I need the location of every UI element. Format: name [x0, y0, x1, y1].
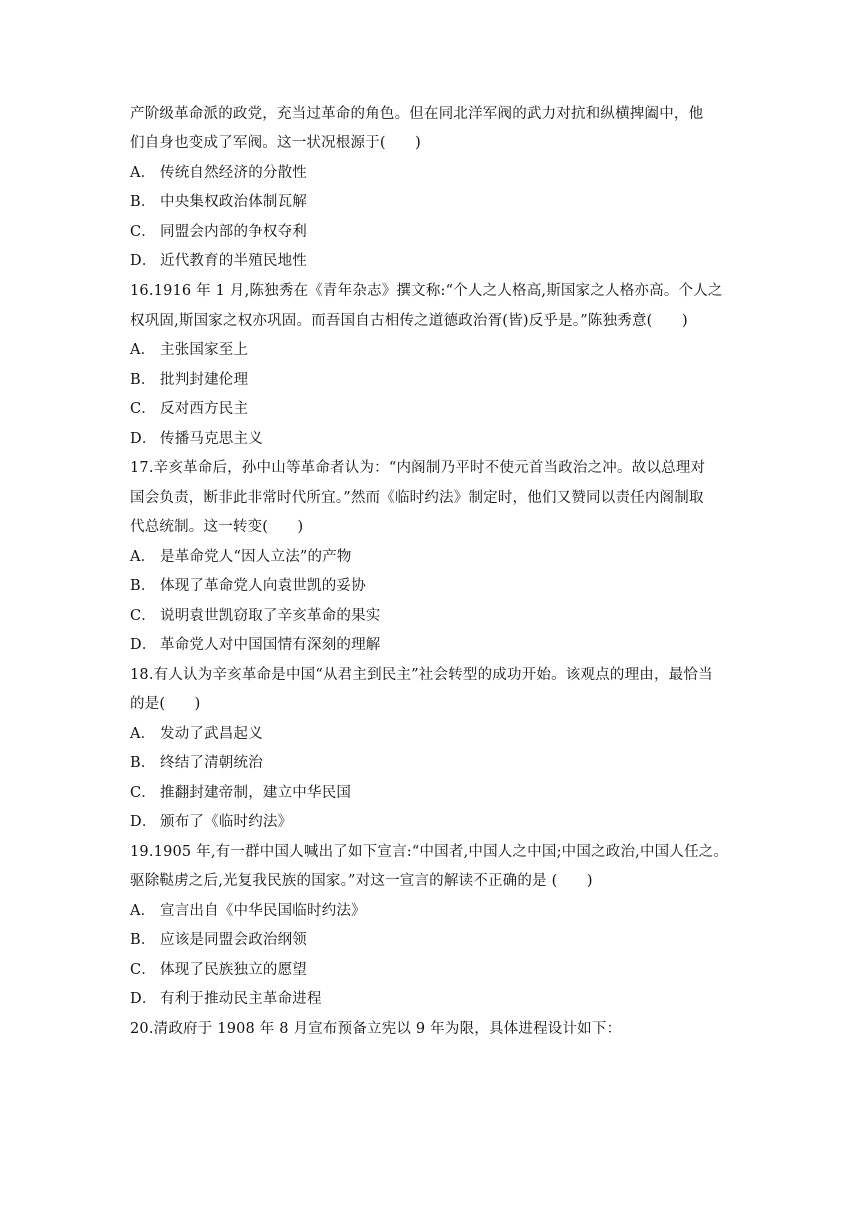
- q18-option-d: [130, 812, 730, 832]
- option-text: 传播马克思主义: [160, 431, 263, 447]
- option-text: 是革命党人“因人立法”的产物: [160, 549, 352, 565]
- option-text: 宣言出自《中华民国临时约法》: [160, 903, 366, 919]
- q16-option-a: [130, 340, 730, 360]
- q15-stem-line-1: 产阶级革命派的政党，充当过革命的角色。但在同北洋军阀的武力对抗和纵横捭阖中，他: [130, 106, 704, 122]
- option-letter: D．: [130, 253, 157, 269]
- option-text: 有利于推动民主革命进程: [160, 991, 322, 1007]
- option-text: 反对西方民主: [160, 401, 249, 417]
- q15-option-c: [130, 222, 730, 242]
- option-text: 主张国家至上: [160, 342, 249, 358]
- option-letter: D．: [130, 991, 157, 1007]
- q19-option-a: [130, 901, 730, 921]
- q17-stem-line-1: 17.辛亥革命后，孙中山等革命者认为：“内阁制乃平时不使元首当政治之冲。故以总理对: [130, 460, 706, 476]
- option-text: 发动了武昌起义: [160, 726, 263, 742]
- option-text: 批判封建伦理: [160, 372, 249, 388]
- option-text: 传统自然经济的分散性: [160, 165, 307, 181]
- q15-stem-line-2: 们自身也变成了军阀。这一状况根源于( ): [130, 135, 422, 151]
- q19-option-c: [130, 960, 730, 980]
- q16-stem-line-1: 16.1916 年 1 月,陈独秀在《青年杂志》撰文称:“个人之人格高,斯国家之人格亦高。个人之: [130, 283, 723, 299]
- q17-option-a: [130, 547, 730, 567]
- q16-option-b: [130, 370, 730, 390]
- q15-option-a: [130, 163, 730, 183]
- q19-stem-line-2: 驱除鞑虏之后,光复我民族的国家。”对这一宣言的解读不正确的是 ( ): [130, 873, 593, 889]
- q17-stem-line-2: 国会负责，断非此非常时代所宜。”然而《临时约法》制定时，他们又赞同以责任内阁制取: [130, 490, 704, 506]
- option-text: 体现了革命党人向袁世凯的妥协: [160, 578, 366, 594]
- option-text: 同盟会内部的争权夺利: [160, 224, 307, 240]
- q19-option-b: [130, 930, 730, 950]
- option-letter: C．: [130, 401, 156, 417]
- q16-stem-line-2: 权巩固,斯国家之权亦巩固。而吾国自古相传之道德政治胥(皆)反乎是。”陈独秀意( ): [130, 313, 688, 329]
- q18-stem-line-1: 18.有人认为辛亥革命是中国“从君主到民主”社会转型的成功开始。该观点的理由，最恰当: [130, 667, 713, 683]
- q17-option-d: [130, 635, 730, 655]
- option-letter: D．: [130, 431, 157, 447]
- q17-stem-line-3: 代总统制。这一转变( ): [130, 519, 304, 535]
- option-letter: C．: [130, 224, 156, 240]
- option-letter: B．: [130, 372, 156, 388]
- q16-option-c: [130, 399, 730, 419]
- option-letter: A．: [130, 342, 156, 358]
- option-text: 近代教育的半殖民地性: [160, 253, 307, 269]
- option-letter: C．: [130, 608, 156, 624]
- q18-option-a: [130, 724, 730, 744]
- option-text: 终结了清朝统治: [160, 755, 263, 771]
- option-letter: B．: [130, 578, 156, 594]
- option-text: 中央集权政治体制瓦解: [160, 194, 307, 210]
- q15-option-b: [130, 192, 730, 212]
- option-text: 体现了民族独立的愿望: [160, 962, 307, 978]
- option-letter: C．: [130, 785, 156, 801]
- option-letter: B．: [130, 755, 156, 771]
- option-letter: B．: [130, 194, 156, 210]
- option-letter: A．: [130, 165, 156, 181]
- q18-option-b: [130, 753, 730, 773]
- q19-stem-line-1: 19.1905 年,有一群中国人喊出了如下宣言:“中国者,中国人之中国;中国之政治,中国人任之。: [130, 844, 729, 860]
- q16-option-d: [130, 429, 730, 449]
- option-letter: D．: [130, 814, 157, 830]
- q17-option-c: [130, 606, 730, 626]
- option-text: 革命党人对中国国情有深刻的理解: [160, 637, 381, 653]
- option-text: 应该是同盟会政治纲领: [160, 932, 307, 948]
- option-letter: C．: [130, 962, 156, 978]
- option-letter: B．: [130, 932, 156, 948]
- q18-stem-line-2: 的是( ): [130, 696, 201, 712]
- q18-option-c: [130, 783, 730, 803]
- option-text: 说明袁世凯窃取了辛亥革命的果实: [160, 608, 381, 624]
- q20-stem-line-1: 20.清政府于 1908 年 8 月宣布预备立宪以 9 年为限，具体进程设计如下：: [130, 1021, 622, 1037]
- option-letter: D．: [130, 637, 157, 653]
- option-letter: A．: [130, 549, 156, 565]
- q15-option-d: [130, 251, 730, 271]
- option-text: 颁布了《临时约法》: [160, 814, 293, 830]
- q19-option-d: [130, 989, 730, 1009]
- option-text: 推翻封建帝制，建立中华民国: [160, 785, 352, 801]
- option-letter: A．: [130, 726, 156, 742]
- q17-option-b: [130, 576, 730, 596]
- option-letter: A．: [130, 903, 156, 919]
